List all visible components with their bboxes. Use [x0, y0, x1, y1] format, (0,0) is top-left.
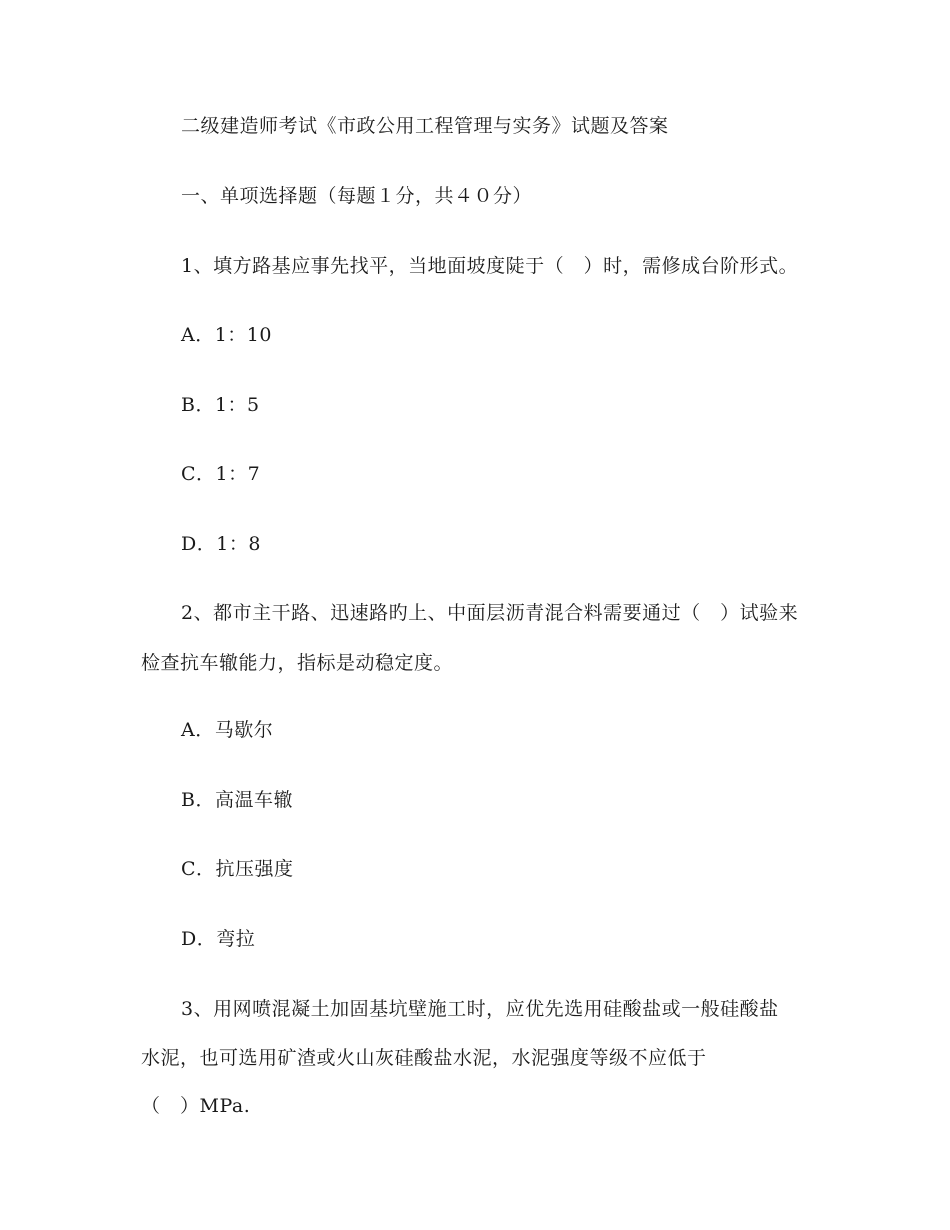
section-heading: 一、单项选择题（每题１分，共４０分） [181, 185, 533, 207]
question-1-option-a: A．1：10 [181, 324, 272, 346]
question-3-stem-line-1: 3、用网喷混凝土加固基坑壁施工时，应优先选用硅酸盐或一般硅酸盐 [181, 998, 779, 1020]
question-2-stem-line-2: 检查抗车辙能力，指标是动稳定度。 [141, 652, 454, 674]
question-1-stem: 1、填方路基应事先找平，当地面坡度陡于（ ）时，需修成台阶形式。 [181, 255, 799, 277]
question-3-stem-line-2: 水泥，也可选用矿渣或火山灰硅酸盐水泥，水泥强度等级不应低于 [141, 1047, 707, 1069]
question-1-option-d: D．1：8 [181, 533, 261, 555]
question-2-stem-line-1: 2、都市主干路、迅速路旳上、中面层沥青混合料需要通过（ ）试验来 [181, 602, 799, 624]
question-1-option-b: B．1：5 [181, 394, 260, 416]
question-2-option-a: A．马歇尔 [181, 719, 274, 741]
question-3-stem-line-3: （ ）MPa. [141, 1095, 251, 1117]
question-2-option-d: D．弯拉 [181, 928, 256, 950]
question-2-option-c: C．抗压强度 [181, 858, 294, 880]
question-2-option-b: B．高温车辙 [181, 789, 293, 811]
document-title: 二级建造师考试《市政公用工程管理与实务》试题及答案 [181, 115, 669, 137]
question-1-option-c: C．1：7 [181, 463, 261, 485]
